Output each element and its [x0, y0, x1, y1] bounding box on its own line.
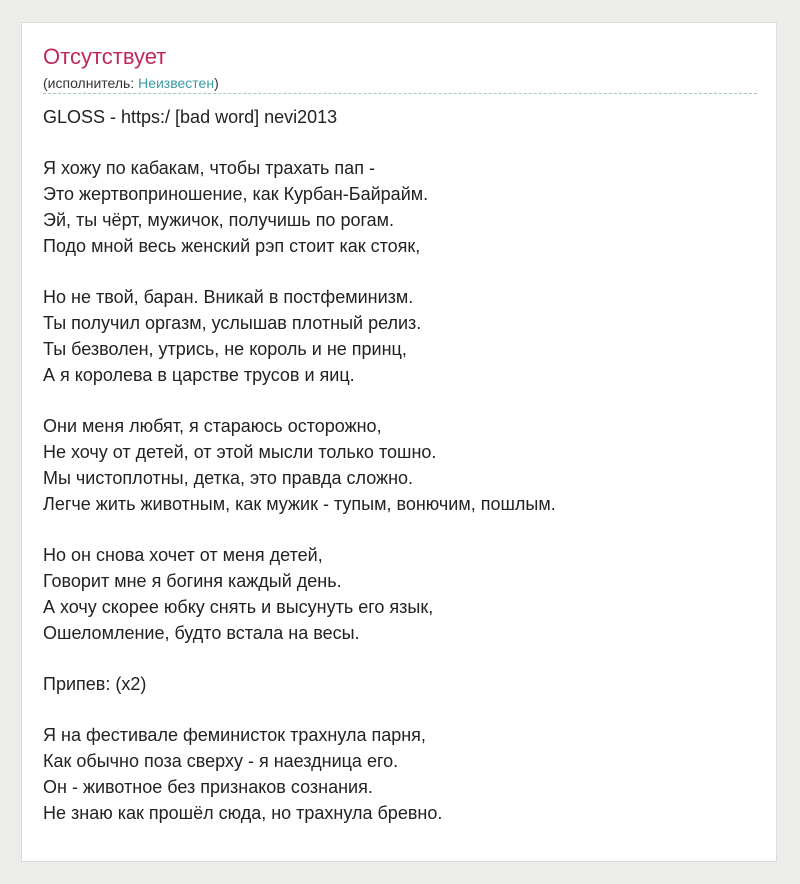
stanza-gap — [43, 259, 763, 284]
lyrics-card — [21, 22, 777, 862]
stanza-1 — [43, 155, 763, 259]
stanza-gap — [43, 697, 763, 722]
lyric-line: Я на фестивале феминисток трахнула парня, — [43, 725, 426, 745]
lyric-line: Я хожу по кабакам, чтобы трахать пап - — [43, 158, 375, 178]
lyric-line: Мы чистоплотны, детка, это правда сложно. — [43, 468, 414, 488]
lyric-line: Ошеломление, будто встала на весы. — [43, 623, 360, 643]
lyric-line: Они меня любят, я стараюсь осторожно, — [43, 416, 382, 436]
stanza-gap — [43, 130, 763, 155]
lyrics-header-line: GLOSS - https:/ [bad word] nevi2013 — [43, 107, 338, 127]
lyric-line: Ты получил оргазм, услышав плотный релиз. — [43, 313, 422, 333]
stanza-gap — [43, 646, 763, 671]
stanza-gap — [43, 388, 763, 413]
stanza-gap — [43, 517, 763, 542]
lyric-line: Он - животное без признаков сознания. — [43, 777, 373, 797]
lyric-line: Но он снова хочет от меня детей, — [43, 545, 323, 565]
lyric-line: Легче жить животным, как мужик - тупым, вонючим, пошлым. — [43, 494, 556, 514]
performer-prefix: (исполнитель: — [43, 75, 139, 91]
stanza-2 — [43, 284, 763, 388]
lyric-line: Не хочу от детей, от этой мысли только тошно. — [43, 442, 437, 462]
lyrics-body — [43, 104, 763, 826]
lyric-line: А хочу скорее юбку снять и высунуть его язык, — [43, 597, 434, 617]
chorus-label: Припев: (x2) — [43, 674, 147, 694]
lyric-line: Это жертвоприношение, как Курбан-Байрайм. — [43, 184, 429, 204]
stanza-4 — [43, 542, 763, 646]
song-title: Отсутствует — [43, 44, 167, 69]
stanza-3 — [43, 413, 763, 517]
dashed-divider — [43, 93, 757, 94]
lyric-line: Но не твой, баран. Вникай в постфеминизм. — [43, 287, 414, 307]
stanza-5 — [43, 722, 763, 826]
performer-suffix: ) — [214, 75, 219, 91]
lyric-line: Эй, ты чёрт, мужичок, получишь по рогам. — [43, 210, 395, 230]
performer-link[interactable]: Неизвестен — [138, 75, 215, 91]
lyric-line: А я королева в царстве трусов и яиц. — [43, 365, 355, 385]
lyric-line: Говорит мне я богиня каждый день. — [43, 571, 342, 591]
performer-line — [43, 74, 219, 92]
lyric-line: Не знаю как прошёл сюда, но трахнула бревно. — [43, 803, 443, 823]
lyric-line: Подо мной весь женский рэп стоит как стояк, — [43, 236, 421, 256]
lyric-line: Как обычно поза сверху - я наездница его. — [43, 751, 399, 771]
lyric-line: Ты безволен, утрись, не король и не принц, — [43, 339, 407, 359]
